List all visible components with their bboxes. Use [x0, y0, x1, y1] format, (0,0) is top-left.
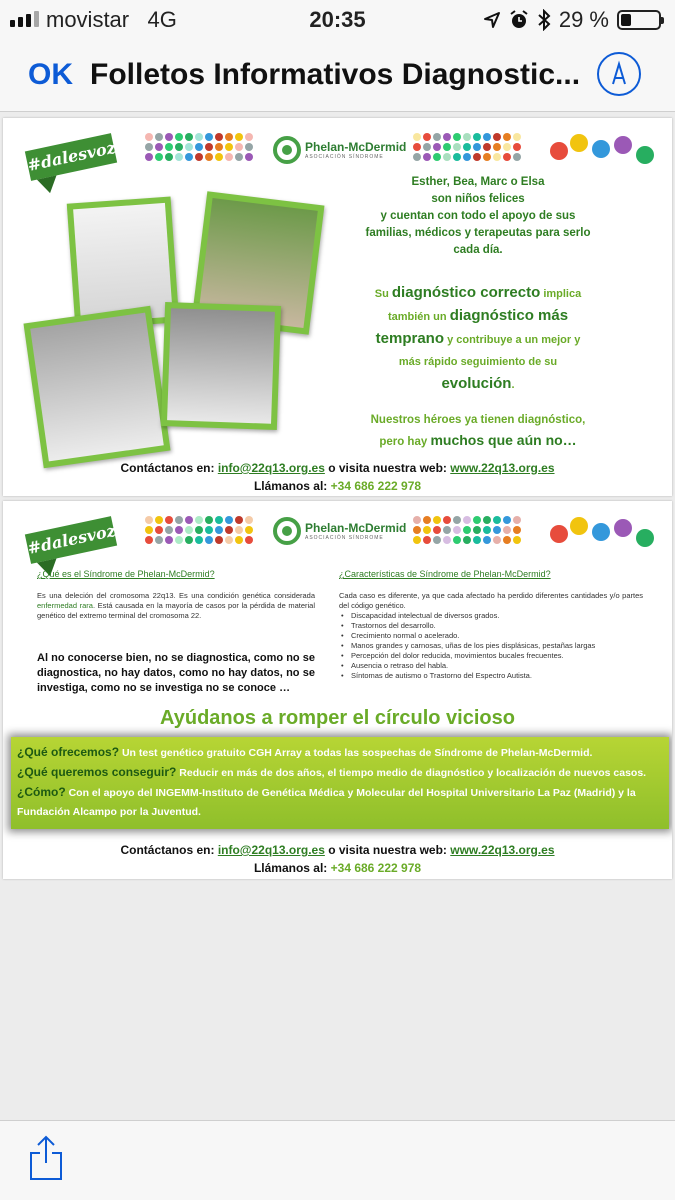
dot: [493, 526, 501, 534]
carrier-label: movistar 4G: [46, 7, 177, 32]
dot: [185, 153, 193, 161]
dot: [433, 133, 441, 141]
dot: [473, 526, 481, 534]
dot: [513, 526, 521, 534]
definition-text: Es una deleción del cromosoma 22q13. Es una condición genética considerada enfermedad rara. Está causada en la mayoría de casos por la pérdida de material genético del extremo terminal del cromosoma 22.: [37, 591, 316, 620]
dot: [513, 133, 521, 141]
dot: [145, 516, 153, 524]
list-item: • Percepción del dolor reducida, movimientos bucales frecuentes.: [339, 651, 643, 661]
dot: [513, 143, 521, 151]
dot: [225, 143, 233, 151]
dot: [175, 143, 183, 151]
list-item: • Trastornos del desarrollo.: [339, 621, 643, 631]
dot: [423, 133, 431, 141]
dot: [145, 133, 153, 141]
dot: [493, 536, 501, 544]
dot: [493, 516, 501, 524]
dot: [235, 516, 243, 524]
dot: [215, 143, 223, 151]
dot: [165, 143, 173, 151]
list-item: • Discapacidad intelectual de diversos grados.: [339, 611, 643, 621]
dot: [145, 526, 153, 534]
dot: [433, 153, 441, 161]
cycle-text: Al no conocerse bien, no se diagnostica, como no se diagnostica, no hay datos, como no hay datos, no se investiga, como no se investiga no se conoce …: [37, 652, 315, 694]
dot: [513, 153, 521, 161]
dot: [493, 143, 501, 151]
location-arrow-icon: [483, 11, 501, 29]
dot: [185, 143, 193, 151]
web-link[interactable]: www.22q13.org.es: [450, 843, 555, 857]
dot: [453, 516, 461, 524]
dot: [175, 153, 183, 161]
dot: [443, 143, 451, 151]
contact-line: Contáctanos en: info@22q13.org.es o visita nuestra web: www.22q13.org.es Llámanos al: +34 686 222 978: [120, 843, 555, 875]
dot: [503, 516, 511, 524]
dot: [413, 153, 421, 161]
dot: [235, 133, 243, 141]
heroes-text: Nuestros héroes ya tienen diagnóstico, pero hay muchos que aún no…: [370, 414, 586, 448]
email-link[interactable]: info@22q13.org.es: [217, 461, 325, 475]
dot: [205, 133, 213, 141]
dot: [413, 133, 421, 141]
dot: [235, 526, 243, 534]
dot: [503, 526, 511, 534]
dot: [503, 143, 511, 151]
ok-button[interactable]: OK: [28, 58, 73, 91]
dot: [503, 133, 511, 141]
dot: [155, 143, 163, 151]
dot: [245, 133, 253, 141]
dot: [423, 143, 431, 151]
dot: [195, 143, 203, 151]
dot: [245, 536, 253, 544]
dot: [473, 153, 481, 161]
superhero-kids-illustration: [550, 515, 658, 561]
phone-link[interactable]: +34 686 222 978: [330, 479, 422, 493]
dot: [443, 133, 451, 141]
dot: [473, 516, 481, 524]
dot: [215, 526, 223, 534]
status-bar: [0, 0, 675, 40]
characteristics-text: Cada caso es diferente, ya que cada afectado ha perdido diferentes cantidades y/o partes del código genético. • Discapacidad intelectual de diversos grados. • Trastornos del desarrollo. • Crecimiento normal o acelerado. • Manos grandes y carnosas, uñas de los pies displásicas, pestañas largas • Percepción del dolor reducida, movimientos bucales frecuentes. • Ausencia o retraso del habla. • Síntomas de autismo o Trastorno del Espectro Autista.: [339, 591, 643, 681]
navigation-bar: [0, 40, 675, 112]
dot: [165, 153, 173, 161]
email-link[interactable]: info@22q13.org.es: [217, 843, 325, 857]
hashtag-banner: #dalesvoz: [25, 516, 117, 564]
dot: [215, 153, 223, 161]
dot: [175, 526, 183, 534]
dot: [235, 153, 243, 161]
list-item: • Crecimiento normal o acelerado.: [339, 631, 643, 641]
dots-decoration: [145, 516, 253, 544]
phelan-mcdermid-logo: Phelan-McDermid ASOCIACIÓN SÍNDROME: [273, 517, 406, 545]
dot: [443, 536, 451, 544]
superhero-kids-illustration: [550, 132, 658, 178]
dot: [463, 143, 471, 151]
dot: [145, 143, 153, 151]
dot: [433, 516, 441, 524]
dot: [483, 153, 491, 161]
dot: [145, 153, 153, 161]
dot: [463, 133, 471, 141]
battery-percent: 29 %: [558, 7, 609, 32]
dot: [423, 526, 431, 534]
status-right: [483, 7, 661, 33]
dot: [245, 516, 253, 524]
dot: [195, 526, 203, 534]
highlight-band: ¿Qué ofrecemos? Un test genético gratuito CGH Array a todas las sospechas de Síndrome de Phelan-McDermid. ¿Qué queremos conseguir? Reducir en más de dos años, el tiempo medio de diagnóstico y localización de nuevos casos. ¿Cómo? Con el apoyo del INGEMM-Instituto de Genética Médica y Molecular del Hospital Universitario La Paz (Madrid) y la Fundación Alcampo por la Juventud.: [11, 737, 669, 829]
dot: [463, 526, 471, 534]
dot: [423, 536, 431, 544]
dot: [165, 526, 173, 534]
dot: [453, 536, 461, 544]
dot: [513, 516, 521, 524]
dot: [155, 516, 163, 524]
dot: [473, 536, 481, 544]
dot: [195, 516, 203, 524]
dot: [175, 536, 183, 544]
dot: [453, 133, 461, 141]
dot: [413, 526, 421, 534]
dot: [145, 536, 153, 544]
dot: [443, 516, 451, 524]
dot: [463, 516, 471, 524]
dot: [423, 153, 431, 161]
dot: [483, 526, 491, 534]
dot: [205, 516, 213, 524]
dot: [473, 143, 481, 151]
flyer-page-1[interactable]: [3, 118, 672, 496]
dot: [205, 143, 213, 151]
dot: [175, 516, 183, 524]
markup-pen-icon[interactable]: [597, 52, 641, 96]
dot: [245, 143, 253, 151]
dot: [225, 133, 233, 141]
intro-text: Esther, Bea, Marc o Elsa son niños felices y cuentan con todo el apoyo de sus familias, médicos y terapeutas para serlo cada día.: [365, 176, 591, 256]
dot: [175, 133, 183, 141]
dot: [413, 536, 421, 544]
dot: [443, 526, 451, 534]
dot: [235, 536, 243, 544]
dots-decoration: [145, 133, 253, 161]
dot: [215, 536, 223, 544]
dot: [433, 143, 441, 151]
flyer-page-2[interactable]: [3, 501, 672, 879]
dot: [463, 536, 471, 544]
share-icon[interactable]: [28, 1135, 64, 1181]
dot: [205, 536, 213, 544]
clock: 20:35: [309, 7, 366, 32]
dot: [225, 536, 233, 544]
dot: [155, 526, 163, 534]
dot: [493, 153, 501, 161]
dot: [185, 133, 193, 141]
child-photo: [161, 302, 281, 430]
alarm-icon: [509, 10, 529, 30]
dot: [165, 516, 173, 524]
phelan-mcdermid-logo: Phelan-McDermid ASOCIACIÓN SÍNDROME: [273, 136, 406, 164]
section-heading: ¿Qué es el Síndrome de Phelan-McDermid?: [37, 569, 215, 579]
dot: [463, 153, 471, 161]
hashtag-banner: #dalesvoz: [25, 133, 117, 181]
diagnosis-text: Su diagnóstico correcto implica también un diagnóstico más temprano y contribuye a un mejor y más rápido seguimiento de su evolución.: [374, 284, 582, 392]
dots-decoration: [413, 516, 521, 544]
dot: [483, 143, 491, 151]
dot: [433, 526, 441, 534]
dot: [433, 536, 441, 544]
section-heading: ¿Características de Síndrome de Phelan-McDermid?: [339, 569, 551, 579]
dot: [225, 526, 233, 534]
web-link[interactable]: www.22q13.org.es: [450, 461, 555, 475]
dot: [155, 536, 163, 544]
dot: [413, 143, 421, 151]
dot: [483, 516, 491, 524]
bluetooth-icon: [537, 9, 551, 31]
dot: [245, 526, 253, 534]
dot: [423, 516, 431, 524]
dot: [165, 536, 173, 544]
dot: [453, 526, 461, 534]
dot: [205, 526, 213, 534]
dot: [185, 526, 193, 534]
dot: [195, 133, 203, 141]
dot: [493, 133, 501, 141]
battery-icon: [617, 10, 661, 30]
dot: [225, 153, 233, 161]
dot: [155, 133, 163, 141]
dot: [503, 153, 511, 161]
dot: [165, 133, 173, 141]
dot: [225, 516, 233, 524]
dot: [483, 133, 491, 141]
dot: [443, 153, 451, 161]
list-item: • Síntomas de autismo o Trastorno del Espectro Autista.: [339, 671, 643, 681]
dot: [215, 133, 223, 141]
headline: Ayúdanos a romper el círculo vicioso: [160, 707, 515, 729]
child-photo: [23, 306, 170, 468]
phone-link[interactable]: +34 686 222 978: [330, 861, 422, 875]
document-title: Folletos Informativos Diagnostic...: [90, 58, 581, 91]
dot: [195, 153, 203, 161]
dot: [155, 153, 163, 161]
dot: [413, 516, 421, 524]
dot: [453, 153, 461, 161]
bottom-toolbar: [0, 1120, 675, 1200]
dot: [195, 536, 203, 544]
dot: [503, 536, 511, 544]
dot: [185, 536, 193, 544]
dot: [473, 133, 481, 141]
dot: [235, 143, 243, 151]
list-item: • Ausencia o retraso del habla.: [339, 661, 643, 671]
dot: [185, 516, 193, 524]
dot: [453, 143, 461, 151]
dot: [483, 536, 491, 544]
dot: [513, 536, 521, 544]
contact-line: Contáctanos en: info@22q13.org.es o visita nuestra web: www.22q13.org.es Llámanos al: +34 686 222 978: [120, 461, 555, 493]
list-item: • Manos grandes y carnosas, uñas de los pies displásicas, pestañas largas: [339, 641, 643, 651]
dots-decoration: [413, 133, 521, 161]
dot: [205, 153, 213, 161]
dot: [245, 153, 253, 161]
dot: [215, 516, 223, 524]
